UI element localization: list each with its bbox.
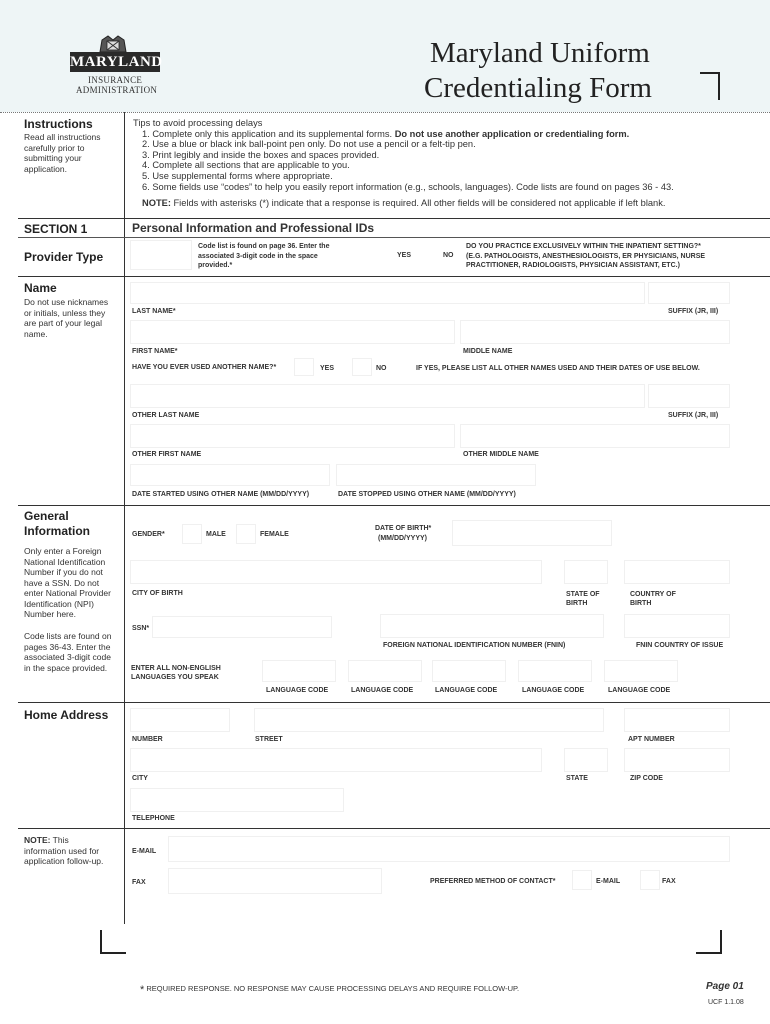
middle-name-label: MIDDLE NAME [463,348,513,355]
section1-rule [18,218,770,219]
country-of-birth-input[interactable] [624,560,730,584]
name-side-text: Do not use nicknames or initials, unless they are part of your legal name. [24,297,109,339]
other-name-no-label: NO [376,365,387,372]
dob-input[interactable] [452,520,612,546]
zip-input[interactable] [624,748,730,772]
language-code-input-4[interactable] [518,660,592,682]
provider-type-code-note: Code list is found on page 36. Enter the associated 3-digit code in the space provided.* [198,243,330,269]
date-stopped-input[interactable] [336,464,536,486]
number-label: NUMBER [132,736,163,743]
language-code-label-1: LANGUAGE CODE [266,687,329,694]
first-name-label: FIRST NAME* [132,348,178,355]
preferred-fax-box[interactable] [640,870,660,890]
city-input[interactable] [130,748,542,772]
other-last-name-input[interactable] [130,384,645,408]
language-code-label-2: LANGUAGE CODE [351,687,414,694]
fnin-country-label: FNIN COUNTRY OF ISSUE [636,642,724,649]
other-suffix-input[interactable] [648,384,730,408]
preferred-fax-label: FAX [662,878,676,885]
page-number: Page 01 [706,981,744,992]
gender-female-box[interactable] [236,524,256,544]
languages-label: ENTER ALL NON-ENGLISH LANGUAGES YOU SPEAK [131,665,221,681]
language-code-input-5[interactable] [604,660,678,682]
preferred-email-box[interactable] [572,870,592,890]
city-of-birth-input[interactable] [130,560,542,584]
contact-note: NOTE: This information used for application follow-up. [24,835,104,866]
other-name-instructions: IF YES, PLEASE LIST ALL OTHER NAMES USED AND THEIR DATES OF USE BELOW. [416,365,700,372]
other-middle-name-input[interactable] [460,424,730,448]
middle-name-input[interactable] [460,320,730,344]
general-side-text-fnin: Only enter a Foreign National Identification Number if you do not have a SSN. Do not enter National Provider Identification (NPI) Number here. [24,546,111,619]
section1-title: Personal Information and Professional IDs [132,221,375,235]
general-heading: General Information [24,509,90,538]
inpatient-yes-option[interactable]: YES [397,252,412,259]
general-side-text-codes: Code lists are found on pages 36-43. Enter the associated 3-digit code in the space provided. [24,631,112,673]
date-started-input[interactable] [130,464,330,486]
title-line2: Credentialing Form [424,72,652,104]
logo-sub-administration: ADMINISTRATION [76,85,158,95]
maryland-seal-icon [96,32,130,54]
name-heading: Name [24,281,57,295]
preferred-contact-label: PREFERRED METHOD OF CONTACT* [430,878,556,885]
country-of-birth-label: COUNTRY OF BIRTH [630,591,676,607]
form-code: UCF 1.1.08 [708,999,744,1006]
fnin-input[interactable] [380,614,604,638]
instructions-heading: Instructions [24,117,93,131]
section1-subrule [18,237,770,238]
date-stopped-label: DATE STOPPED USING OTHER NAME (MM/DD/YYYY) [338,491,516,498]
state-of-birth-label: STATE OF BIRTH [566,591,600,607]
other-name-yes-box[interactable] [294,358,314,376]
language-code-input-2[interactable] [348,660,422,682]
home-rule [18,702,770,703]
footer-required-note: * REQUIRED RESPONSE. NO RESPONSE MAY CAUSE PROCESSING DELAYS AND REQUIRE FOLLOW-UP. [140,984,520,996]
provider-type-code-input[interactable] [130,240,192,270]
other-last-name-label: OTHER LAST NAME [132,412,200,419]
other-name-yes-label: YES [320,365,335,372]
gender-male-box[interactable] [182,524,202,544]
other-middle-name-label: OTHER MIDDLE NAME [463,451,539,458]
instructions-side-text: Read all instructions carefully prior to submitting your application. [24,132,101,174]
crop-mark-bottom-right [696,930,722,954]
crop-mark-top-right [700,72,720,100]
logo-sub-insurance: INSURANCE [88,75,143,85]
zip-label: ZIP CODE [630,775,663,782]
dob-format: (MM/DD/YYYY) [378,535,427,542]
title-line1: Maryland Uniform [430,37,650,69]
preferred-email-label: E-MAIL [596,878,621,885]
inpatient-question: DO YOU PRACTICE EXCLUSIVELY WITHIN THE INPATIENT SETTING?* (E.G. PATHOLOGISTS, ANESTHESIOLOGISTS, ER PHYSICIANS, NURSE PRACTITIONER, RADIOLOGISTS, PHYSICIAN ASSISTANT, ETC.) [466,243,706,269]
fax-label: FAX [132,879,146,886]
language-code-input-1[interactable] [262,660,336,682]
other-first-name-label: OTHER FIRST NAME [132,451,202,458]
logo: MARYLAND [70,54,163,70]
gender-male-label: MALE [206,531,226,538]
gender-female-label: FEMALE [260,531,289,538]
fnin-country-input[interactable] [624,614,730,638]
first-name-input[interactable] [130,320,455,344]
general-rule [18,505,770,506]
state-label: STATE [566,775,588,782]
last-name-label: LAST NAME* [132,308,176,315]
crop-mark-bottom-left [100,930,126,954]
fax-input[interactable] [168,868,382,894]
city-label: CITY [132,775,148,782]
header-divider [0,112,770,113]
email-label: E-MAIL [132,848,157,855]
language-code-input-3[interactable] [432,660,506,682]
inpatient-no-option[interactable]: NO [443,252,454,259]
other-name-question: HAVE YOU EVER USED ANOTHER NAME?* [132,364,277,371]
required-note: NOTE: Fields with asterisks (*) indicate that a response is required. All other fields will be considered not applicable if left blank. [142,198,666,208]
apt-number-label: APT NUMBER [628,736,675,743]
street-number-input[interactable] [130,708,230,732]
other-suffix-label: SUFFIX (JR, III) [668,412,719,419]
contact-rule [18,828,770,829]
section1-label: SECTION 1 [24,222,88,236]
suffix-label: SUFFIX (JR, III) [668,308,719,315]
state-input[interactable] [564,748,608,772]
last-name-input[interactable] [130,282,645,304]
gender-label: GENDER* [132,531,165,538]
telephone-label: TELEPHONE [132,815,175,822]
language-code-label-3: LANGUAGE CODE [435,687,498,694]
name-rule [18,276,770,277]
state-of-birth-input[interactable] [564,560,608,584]
street-input[interactable] [254,708,604,732]
ssn-label: SSN* [132,625,150,632]
provider-type-heading: Provider Type [24,250,104,264]
email-input[interactable] [168,836,730,862]
language-code-label-4: LANGUAGE CODE [522,687,585,694]
telephone-input[interactable] [130,788,344,812]
dob-label: DATE OF BIRTH* [375,525,432,532]
column-divider [124,112,125,924]
apt-number-input[interactable] [624,708,730,732]
city-of-birth-label: CITY OF BIRTH [132,590,183,597]
home-address-heading: Home Address [24,708,109,722]
other-first-name-input[interactable] [130,424,455,448]
street-label: STREET [255,736,283,743]
date-started-label: DATE STARTED USING OTHER NAME (MM/DD/YYYY) [132,491,310,498]
suffix-input[interactable] [648,282,730,304]
ssn-input[interactable] [152,616,332,638]
language-code-label-5: LANGUAGE CODE [608,687,671,694]
other-name-no-box[interactable] [352,358,372,376]
tips-list: Tips to avoid processing delays 1. Complete only this application and its supplemental forms. Do not use another application or credentialing form. 2. Use a blue or black ink ball-point pen only. Do not use a pencil or a felt-tip pen. 3. Print legibly and inside the boxes and spaces provided. 4. Complete all sections that are applicable to you. 5. Use supplemental forms where appropriate. 6. Some fields use “codes” to help you easily report information (e.g., schools, languages). Code lists are found on pages 36 - 43. [133,118,674,192]
fnin-label: FOREIGN NATIONAL IDENTIFICATION NUMBER (FNIN) [383,642,566,649]
